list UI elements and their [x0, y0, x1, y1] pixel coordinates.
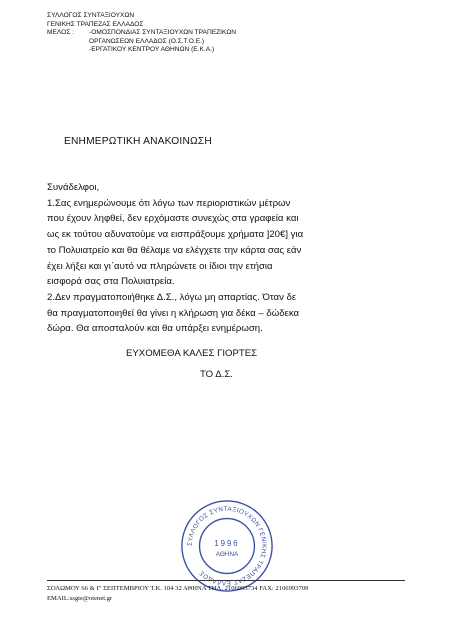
org-name: ΣΥΛΛΟΓΟΣ ΣΥΝΤΑΞΙΟΥΧΩΝ — [47, 12, 135, 19]
member-label: ΜΕΛΟΣ : — [47, 29, 75, 37]
announcement-body — [47, 180, 417, 337]
footer-rule — [47, 580, 405, 581]
body-line: θα πραγματοποιηθεί θα γίνει η κλήρωση για δέκα – δώδεκα — [47, 307, 300, 319]
body-line: ως εκ τούτου αδυνατούμε να εισπράξουμε χρήματα ]20€] για — [47, 229, 304, 241]
footer-email: EMAIL:ssgte@otenet.gr — [47, 595, 113, 602]
footer — [47, 580, 407, 604]
membership-block — [47, 29, 307, 38]
body-line: το Πολυιατρείο και θα θέλαμε να ελέγχετε την κάρτα σας εάν — [47, 244, 302, 256]
signature: ΤΟ Δ.Σ. — [200, 369, 233, 380]
org-bank-name: ΓΕΝΙΚΗΣ ΤΡΑΠΕΖΑΣ ΕΛΛΑΔΟΣ — [47, 20, 144, 28]
body-line: εισφορά σας στα Πολυιατρεία. — [47, 276, 175, 288]
member-line-3: -ΕΡΓΑΤΙΚΟΥ ΚΕΝΤΡΟΥ ΑΘΗΝΩΝ (Ε.Κ.Α.) — [89, 46, 215, 54]
greeting: ΕΥΧΟΜΕΘΑ ΚΑΛΕΣ ΓΙΟΡΤΕΣ — [126, 348, 258, 359]
body-line: δώρα. Θα αποσταλούν και θα υπάρξει ενημέρωση. — [47, 323, 263, 335]
letterhead — [47, 12, 307, 55]
member-line-2: ΟΡΓΑΝΩΣΕΩΝ ΕΛΛΑΔΟΣ (Ο.Σ.Τ.Ο.Ε.) — [89, 37, 205, 45]
announcement-title: ΕΝΗΜΕΡΩΤΙΚΗ ΑΝΑΚΟΙΝΩΣΗ — [64, 136, 212, 147]
stamp-city: ΑΘΗΝΑ — [215, 550, 239, 558]
stamp-ring-text: ΣΥΛΛΟΓΟΣ ΣΥΝΤΑΞΙΟΥΧΩΝ ΓΕΝΙΚΗΣ ΤΡΑΠΕΖΑΣ ΕΛΛΑΔΟΣ — [186, 505, 268, 587]
member-line-1: -ΟΜΟΣΠΟΝΔΙΑΣ ΣΥΝΤΑΞΙΟΥΧΩΝ ΤΡΑΠΕΖΙΚΩΝ — [89, 29, 237, 37]
body-line: που έχουν ληφθεί, δεν ερχόμαστε συνεχώς στα γραφεία και — [47, 213, 299, 225]
body-line: 1.Σας ενημερώνουμε ότι λόγω των περιοριστικών μέτρων — [47, 197, 291, 209]
body-line: Συνάδελφοι, — [47, 182, 100, 193]
stamp-year: 1996 — [214, 539, 240, 548]
body-line: έχει λήξει και γι΄αυτό να πληρώνετε οι ίδιοι την ετήσια — [47, 260, 273, 272]
body-line: 2.Δεν πραγματοποιήθηκε Δ.Σ., λόγω μη απαρτίας. Όταν δε — [47, 291, 297, 303]
footer-address: ΣΟΛΩΜΟΥ 66 & Γ' ΣΕΠΤΕΜΒΡΙΟΥ Τ.Κ. 104 32 ΑΘΗΝΑ ΤΗΛ. 2106993734 FAX: 2106993709 — [47, 585, 309, 592]
